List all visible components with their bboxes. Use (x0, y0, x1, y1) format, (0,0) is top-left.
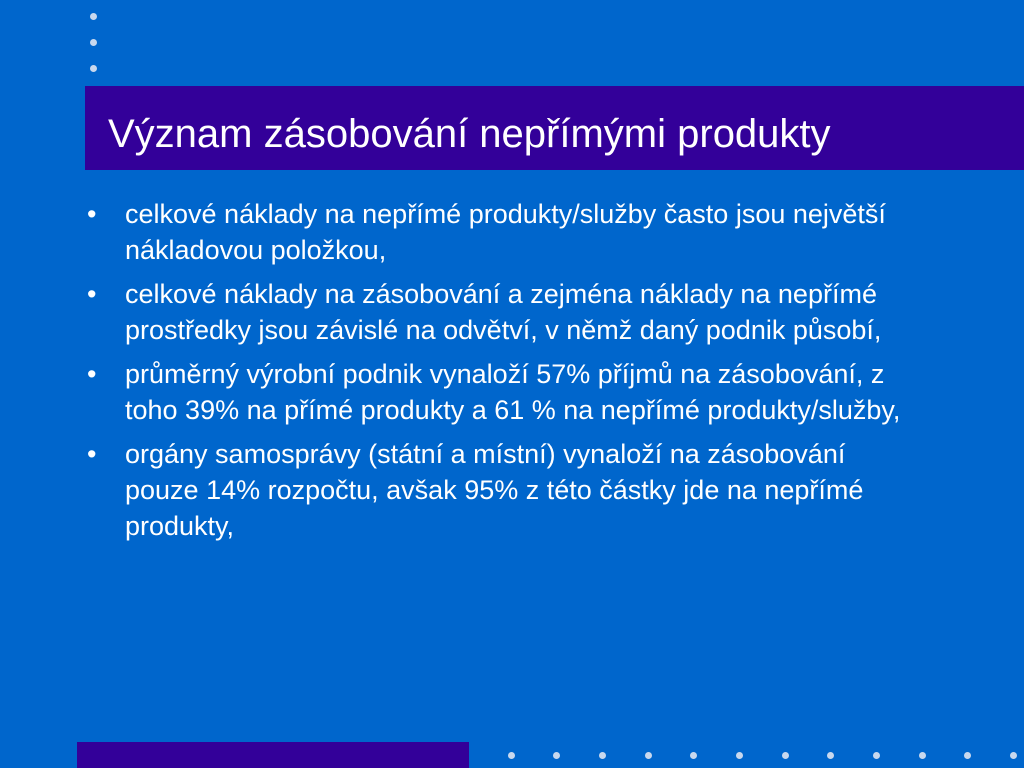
bullet-marker: • (87, 359, 97, 389)
bullet-text: průměrný výrobní podnik vynaloží 57% příjmů na zásobování, z toho 39% na přímé produkty a 61 % na nepřímé produkty/služby, (125, 359, 901, 425)
decorative-dot (90, 65, 97, 72)
decorative-dot (736, 752, 743, 759)
bullet-marker: • (87, 279, 97, 309)
bullet-item (0, 196, 1024, 268)
decorative-dot (782, 752, 789, 759)
bullet-text: orgány samosprávy (státní a místní) vynaloží na zásobování pouze 14% rozpočtu, avšak 95% z této částky jde na nepřímé produkty, (125, 439, 864, 541)
decorative-dot (90, 13, 97, 20)
bullet-item (0, 436, 1024, 544)
slide-title: Význam zásobování nepřímými produkty (108, 112, 831, 156)
bullet-item (0, 276, 1024, 348)
decorative-dot (508, 752, 515, 759)
bullet-item (0, 356, 1024, 428)
bottom-bar (77, 742, 469, 768)
bullet-text: celkové náklady na zásobování a zejména náklady na nepřímé prostředky jsou závislé na odvětví, v němž daný podnik působí, (125, 279, 882, 345)
decorative-dot (645, 752, 652, 759)
bullet-list (0, 196, 1024, 552)
decorative-dot (964, 752, 971, 759)
decorative-dot (873, 752, 880, 759)
decorative-dot (90, 39, 97, 46)
decorative-dot (690, 752, 697, 759)
decorative-dot (553, 752, 560, 759)
bullet-marker: • (87, 439, 97, 469)
decorative-dot (1010, 752, 1017, 759)
decorative-dot (919, 752, 926, 759)
decorative-dot (827, 752, 834, 759)
bullet-marker: • (87, 199, 97, 229)
bullet-text: celkové náklady na nepřímé produkty/služby často jsou největší nákladovou položkou, (125, 199, 886, 265)
decorative-dot (599, 752, 606, 759)
